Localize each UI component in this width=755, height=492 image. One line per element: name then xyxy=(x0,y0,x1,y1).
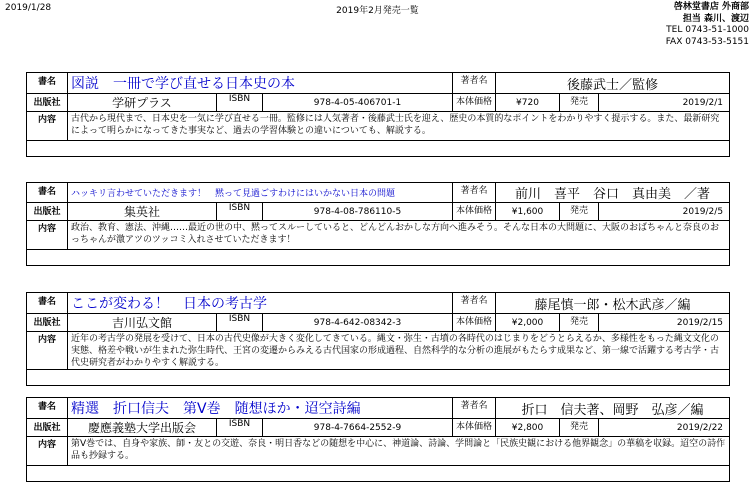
blank-row xyxy=(27,466,730,482)
book-publisher: 慶應義塾大学出版会 xyxy=(68,419,217,437)
price-label: 本体価格 xyxy=(453,419,496,437)
isbn-label: ISBN xyxy=(217,94,263,112)
content-label: 内容 xyxy=(27,332,68,370)
page-title: 2019年2月発売一覧 xyxy=(336,6,419,16)
book-entry xyxy=(26,397,729,482)
author-label: 著者名 xyxy=(453,398,496,419)
release-label: 発売 xyxy=(560,94,599,112)
company-name: 啓林堂書店 外商部 xyxy=(673,2,749,12)
blank-row xyxy=(27,250,730,266)
publisher-label: 出版社 xyxy=(27,314,68,332)
book-isbn: 978-4-642-08342-3 xyxy=(263,314,453,332)
price-label: 本体価格 xyxy=(453,94,496,112)
price-label: 本体価格 xyxy=(453,203,496,221)
author-label: 著者名 xyxy=(453,293,496,314)
isbn-label: ISBN xyxy=(217,203,263,221)
book-title: ここが変わる！ 日本の考古学 xyxy=(68,293,453,314)
content-label: 内容 xyxy=(27,112,68,141)
title-label: 書名 xyxy=(27,183,68,203)
isbn-label: ISBN xyxy=(217,419,263,437)
book-entry xyxy=(26,72,729,157)
book-entry xyxy=(26,292,729,386)
book-description: 政治、教育、憲法、沖縄……最近の世の中、黙ってスルーしていると、どんどんおかしな方向へ進みそう。そんな日本の大問題に、大阪のおばちゃんと奈良のおっちゃんが激アツのツッコミ入れさせていただきます！ xyxy=(68,221,730,250)
book-entry xyxy=(26,182,729,266)
contact-person: 担当 森川、渡辺 xyxy=(682,13,749,24)
book-title: 精選 折口信夫 第Ⅴ巻 随想ほか・迢空詩編 xyxy=(68,398,453,419)
publisher-label: 出版社 xyxy=(27,94,68,112)
content-label: 内容 xyxy=(27,221,68,250)
book-author: 藤尾慎一郎・松木武彦／編 xyxy=(496,293,730,314)
contact-block xyxy=(666,2,749,48)
book-publisher: 集英社 xyxy=(68,203,217,221)
title-label: 書名 xyxy=(27,73,68,94)
publisher-label: 出版社 xyxy=(27,419,68,437)
author-label: 著者名 xyxy=(453,183,496,203)
book-author: 前川 喜平 谷口 真由美 ／著 xyxy=(496,183,730,203)
book-isbn: 978-4-05-406701-1 xyxy=(263,94,453,112)
isbn-label: ISBN xyxy=(217,314,263,332)
book-release-date: 2019/2/5 xyxy=(599,203,730,221)
fax-number: FAX 0743-53-5151 xyxy=(665,36,749,47)
book-publisher: 吉川弘文館 xyxy=(68,314,217,332)
release-label: 発売 xyxy=(560,203,599,221)
list-date: 2019/1/28 xyxy=(5,3,52,13)
blank-row xyxy=(27,141,730,157)
release-label: 発売 xyxy=(560,419,599,437)
book-isbn: 978-4-08-786110-5 xyxy=(263,203,453,221)
author-label: 著者名 xyxy=(453,73,496,94)
book-release-date: 2019/2/22 xyxy=(599,419,730,437)
content-label: 内容 xyxy=(27,437,68,466)
blank-row xyxy=(27,370,730,386)
book-description: 第Ⅴ巻では、自身や家族、師・友との交遊、奈良・明日香などの随想を中心に、神道論、詩論、学問論と「民族史観における他界観念」の華稿を収録。迢空の詩作品も抄録する。 xyxy=(68,437,730,466)
price-label: 本体価格 xyxy=(453,314,496,332)
book-price: ¥2,800 xyxy=(496,419,560,437)
publisher-label: 出版社 xyxy=(27,203,68,221)
book-isbn: 978-4-7664-2552-9 xyxy=(263,419,453,437)
tel-number: TEL 0743-51-1000 xyxy=(666,25,749,35)
book-release-date: 2019/2/15 xyxy=(599,314,730,332)
book-publisher: 学研プラス xyxy=(68,94,217,112)
book-release-date: 2019/2/1 xyxy=(599,94,730,112)
book-author: 折口 信夫著、岡野 弘彦／編 xyxy=(496,398,730,419)
release-label: 発売 xyxy=(560,314,599,332)
book-title: ハッキリ言わせていただきます！ 黙って見過ごすわけにはいかない日本の問題 xyxy=(68,183,453,203)
book-price: ¥1,600 xyxy=(496,203,560,221)
book-description: 近年の考古学の発展を受けて、日本の古代史像が大きく変化してきている。縄文・弥生・古墳の各時代のはじまりをどうとらえるか、多様性をもった縄文文化の実態、格差や戦いが生まれた弥生時代、王宮の変遷からみえる古代国家の形成過程、自然科学的な分析の進展がもたらす成果など、第一線で活躍する考古学・古代史研究者がわかりやすく解説する。 xyxy=(68,332,730,370)
book-price: ¥2,000 xyxy=(496,314,560,332)
title-label: 書名 xyxy=(27,293,68,314)
book-author: 後藤武士／監修 xyxy=(496,73,730,94)
book-title: 図説 一冊で学び直せる日本史の本 xyxy=(68,73,453,94)
book-price: ¥720 xyxy=(496,94,560,112)
title-label: 書名 xyxy=(27,398,68,419)
book-description: 古代から現代まで、日本史を一気に学び直せる一冊。監修には人気著者・後藤武士氏を迎え、歴史の本質的なポイントをわかりやすく提示する。また、最新研究によって明らかになってきた事実など、過去の学習体験との違いについても、解説する。 xyxy=(68,112,730,141)
